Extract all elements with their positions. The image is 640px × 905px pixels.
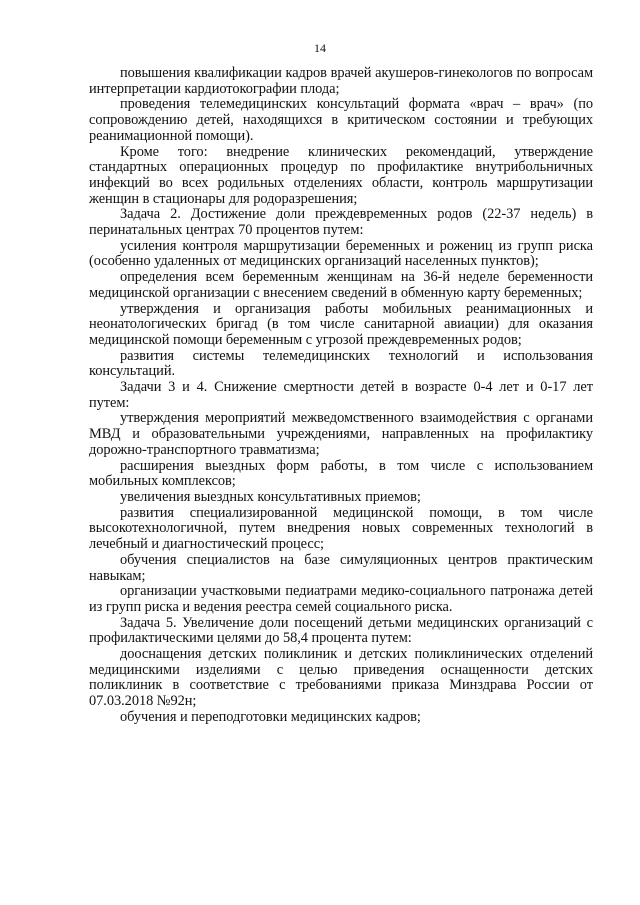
paragraph: Кроме того: внедрение клинических рекомендаций, утверждение стандартных операционных процедур по профилактике внутрибольничных инфекций во всех родильных отделениях области, контроль маршрутизации женщин в стационары для родоразрешения; [89,143,593,207]
paragraph: увеличения выездных консультативных приемов; [120,488,421,505]
document-body [89,66,593,726]
paragraph: определения всем беременным женщинам на 36-й неделе беременности медицинской организации с внесением сведений в обменную карту беременных; [89,269,593,301]
paragraph: обучения специалистов на базе симуляционных центров практическим навыкам; [89,551,593,584]
paragraph: Задача 5. Увеличение доли посещений детьми медицинских организаций с профилактическими целями до 58,4 процента путем: [89,614,593,647]
paragraph: проведения телемедицинских консультаций формата «врач – врач» (по сопровождению детей, находящихся в критическом состоянии и требующих реанимационной помощи). [89,96,593,144]
paragraph: расширения выездных форм работы, в том числе с использованием мобильных комплексов; [89,457,593,490]
paragraph: развития специализированной медицинской помощи, в том числе высокотехнологичной, путем внедрения новых современных технологий в лечебный и диагностический процесс; [89,504,593,553]
paragraph: Задачи 3 и 4. Снижение смертности детей в возрасте 0-4 лет и 0-17 лет путем: [89,379,593,411]
paragraph: повышения квалификации кадров врачей акушеров-гинекологов по вопросам интерпретации кардиотокографии плода; [89,65,593,97]
paragraph: Задача 2. Достижение доли преждевременных родов (22-37 недель) в перинатальных центрах 70 процентов путем: [89,206,593,239]
paragraph: дооснащения детских поликлиник и детских поликлинических отделений медицинскими изделиями с целью приведения оснащенности детских поликлиник в соответствие с требованиями приказа Минздрава России от 07.03.2018 №92н; [89,646,593,710]
paragraph: обучения и переподготовки медицинских кадров; [120,708,421,725]
paragraph: утверждения мероприятий межведомственного взаимодействия с органами МВД и образовательными учреждениями, направленных на профилактику дорожно-транспортного травматизма; [89,410,593,458]
paragraph: утверждения и организация работы мобильных реанимационных и неонатологических бригад (в том числе санитарной авиации) для оказания медицинской помощи беременным с угрозой преждевременных родов; [89,300,593,348]
paragraph: усиления контроля маршрутизации беременных и рожениц из групп риска (особенно удаленных от медицинских организаций населенных пунктов); [89,237,593,270]
paragraph: организации участковыми педиатрами медико-социального патронажа детей из групп риска и ведения реестра семей социального риска. [89,583,593,615]
paragraph: развития системы телемедицинских технологий и использования консультаций. [89,347,593,380]
page-number: 14 [314,41,326,55]
